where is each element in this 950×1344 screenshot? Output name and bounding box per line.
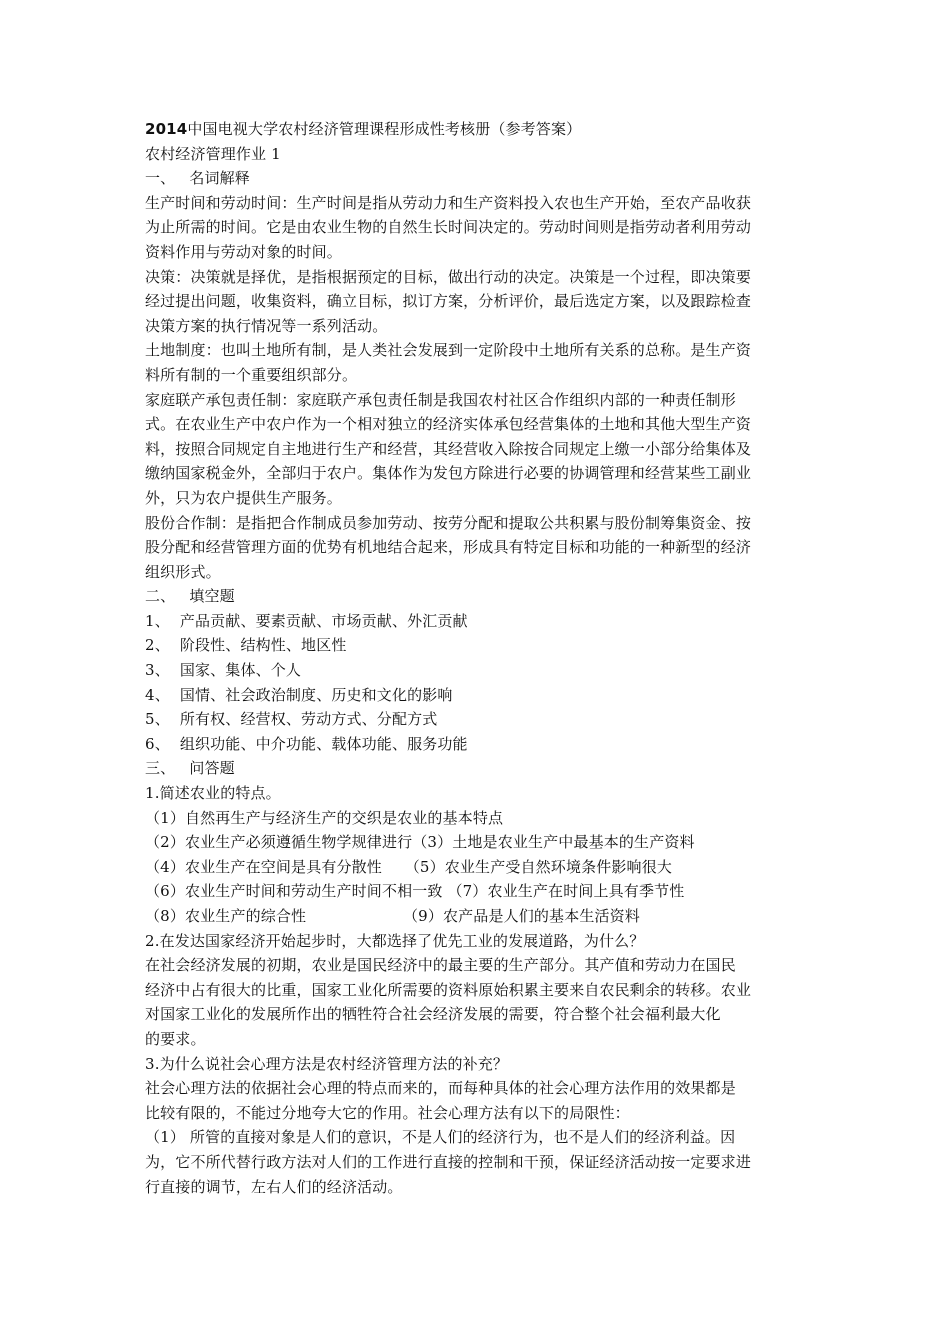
document-title: [145, 117, 810, 142]
item-number: 3、: [145, 661, 170, 680]
answer-line: 的要求。: [145, 1029, 206, 1048]
answer-line: （1） 所管的直接对象是人们的意识，不是人们的经济行为，也不是人们的经济利益。因: [145, 1128, 736, 1147]
section-heading: [145, 584, 810, 609]
text-line: 资料作用与劳动对象的时间。: [145, 242, 342, 261]
list-item: [145, 609, 810, 634]
answer-line: 经济中占有很大的比重，国家工业化所需要的资料原始积累主要来自农民剩余的转移。农业: [145, 980, 752, 999]
text-line: 股份合作制：是指把合作制成员参加劳动、按劳分配和提取公共积累与股份制筹集资金、按: [145, 513, 752, 532]
answer-line: （2）农业生产必须遵循生物学规律进行（3）土地是农业生产中最基本的生产资料: [145, 833, 695, 852]
answer-line: 在社会经济发展的初期，农业是国民经济中的最主要的生产部分。其产值和劳动力在国民: [145, 956, 736, 975]
section-heading: [145, 166, 810, 191]
answer-line: 为，它不所代替行政方法对人们的工作进行直接的控制和干预，保证经济活动按一定要求进: [145, 1152, 752, 1171]
item-text: 组织功能、中介功能、载体功能、服务功能: [179, 734, 468, 753]
text-line: 生产时间和劳动时间：生产时间是指从劳动力和生产资料投入农也生产开始，至农产品收获: [145, 193, 752, 212]
text-line: 为止所需的时间。它是由农业生物的自然生长时间决定的。劳动时间则是指劳动者利用劳动: [145, 218, 752, 237]
answer-line: （4）农业生产在空间是具有分散性 （5）农业生产受自然环境条件影响很大: [145, 857, 672, 876]
section-number: 三、: [145, 759, 176, 778]
list-item: [145, 707, 810, 732]
text-line: 料，按照合同规定自主地进行生产和经营，其经营收入除按合同规定上缴一小部分给集体及: [145, 439, 752, 458]
item-text: 国情、社会政治制度、历史和文化的影响: [179, 685, 453, 704]
answer-line: 对国家工业化的发展所作出的牺牲符合社会经济发展的需要，符合整个社会福利最大化: [145, 1005, 721, 1024]
answer-line: 社会心理方法的依据社会心理的特点而来的，而每种具体的社会心理方法作用的效果都是: [145, 1079, 736, 1098]
document-page: [145, 117, 810, 1199]
text-line: 决策：决策就是择优，是指根据预定的目标，做出行动的决定。决策是一个过程，即决策要: [145, 267, 752, 286]
answer-line: 比较有限的，不能过分地夸大它的作用。社会心理方法有以下的局限性：: [145, 1103, 630, 1122]
section-heading: [145, 756, 810, 781]
item-number: 4、: [145, 685, 170, 704]
assignment-heading: 农村经济管理作业 1: [145, 144, 281, 163]
item-text: 所有权、经营权、劳动方式、分配方式: [179, 710, 438, 729]
answer-line: （1）自然再生产与经济生产的交织是农业的基本特点: [145, 808, 504, 827]
text-line: 家庭联产承包责任制：家庭联产承包责任制是我国农村社区合作组织内部的一种责任制形: [145, 390, 736, 409]
answer-line: 行直接的调节，左右人们的经济活动。: [145, 1177, 403, 1196]
answer-point: （9）农产品是人们的基本生活资料: [403, 907, 640, 925]
title-text: 中国电视大学农村经济管理课程形成性考核册（参考答案）: [187, 120, 582, 138]
text-line: 料所有制的一个重要组织部分。: [145, 365, 358, 384]
item-text: 国家、集体、个人: [179, 661, 302, 680]
title-year: 2014: [145, 120, 188, 138]
item-number: 2、: [145, 636, 170, 655]
question-heading: 1.简述农业的特点。: [145, 784, 281, 803]
text-line: 外，只为农户提供生产服务。: [145, 488, 342, 507]
list-item: [145, 633, 810, 658]
item-number: 5、: [145, 710, 170, 729]
item-number: 6、: [145, 734, 170, 753]
text-line: 式。在农业生产中农户作为一个相对独立的经济实体承包经营集体的土地和其他大型生产资: [145, 415, 752, 434]
list-item: [145, 732, 810, 757]
item-text: 阶段性、结构性、地区性: [179, 636, 347, 655]
list-item: [145, 658, 810, 683]
answer-point: （8）农业生产的综合性: [145, 907, 307, 925]
question-heading: 2.在发达国家经济开始起步时，大都选择了优先工业的发展道路，为什么？: [145, 931, 645, 950]
answer-line: （6）农业生产时间和劳动生产时间不相一致 （7）农业生产在时间上具有季节性: [145, 882, 685, 901]
text-line: 土地制度：也叫土地所有制，是人类社会发展到一定阶段中土地所有关系的总称。是生产资: [145, 341, 752, 360]
section-label: 填空题: [189, 587, 235, 606]
text-line: 决策方案的执行情况等一系列活动。: [145, 316, 388, 335]
item-number: 1、: [145, 611, 170, 630]
text-line: 组织形式。: [145, 562, 221, 581]
section-label: 名词解释: [189, 169, 250, 188]
item-text: 产品贡献、要素贡献、市场贡献、外汇贡献: [179, 611, 468, 630]
text-line: 股分配和经营管理方面的优势有机地结合起来，形成具有特定目标和功能的一种新型的经济: [145, 538, 752, 557]
answer-line: [145, 904, 810, 929]
question-heading: 3.为什么说社会心理方法是农村经济管理方法的补充？: [145, 1054, 509, 1073]
section-number: 二、: [145, 587, 176, 606]
text-line: 经过提出问题，收集资料，确立目标，拟订方案，分析评价，最后选定方案，以及跟踪检查: [145, 292, 752, 311]
list-item: [145, 683, 810, 708]
text-line: 缴纳国家税金外，全部归于农户。集体作为发包方除进行必要的协调管理和经营某些工副业: [145, 464, 752, 483]
section-number: 一、: [145, 169, 176, 188]
section-label: 问答题: [189, 759, 235, 778]
